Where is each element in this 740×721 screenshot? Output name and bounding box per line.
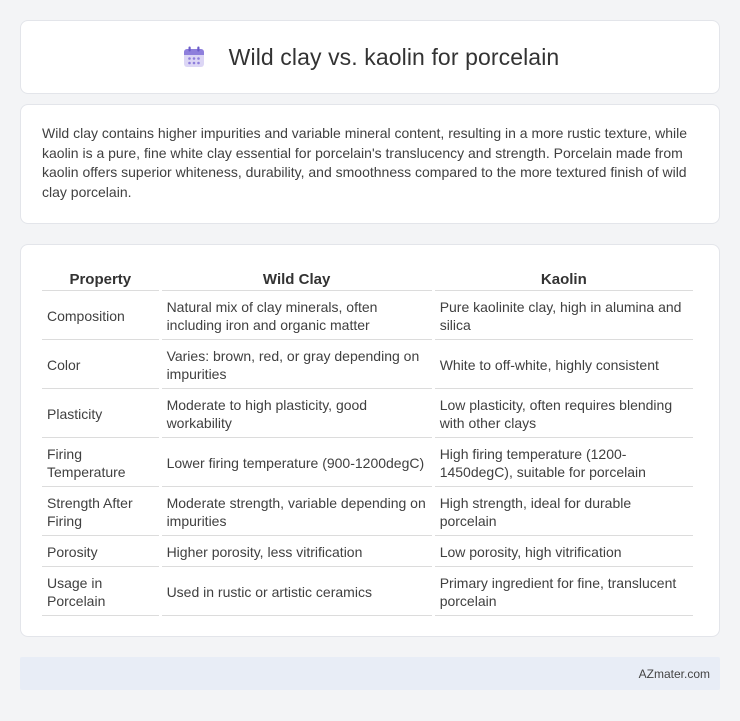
footer-bar bbox=[20, 657, 720, 690]
property-cell: Color bbox=[42, 340, 159, 389]
property-cell: Strength After Firing bbox=[42, 487, 159, 536]
table-row bbox=[42, 438, 693, 487]
property-cell: Plasticity bbox=[42, 389, 159, 438]
wild-clay-cell: Natural mix of clay minerals, often including iron and organic matter bbox=[162, 291, 432, 340]
table-row bbox=[42, 389, 693, 438]
table-row bbox=[42, 340, 693, 389]
property-cell: Usage in Porcelain bbox=[42, 567, 159, 616]
summary-card bbox=[20, 104, 720, 224]
wild-clay-cell: Used in rustic or artistic ceramics bbox=[162, 567, 432, 616]
summary-text: Wild clay contains higher impurities and variable mineral content, resulting in a more rustic texture, while kaolin is a pure, fine white clay essential for porcelain's translucency and strength. Porcelain made from kaolin offers superior whiteness, durability, and smoothness compared to the more textured finish of wild clay porcelain. bbox=[42, 125, 688, 200]
property-cell: Porosity bbox=[42, 536, 159, 567]
kaolin-cell: High strength, ideal for durable porcelain bbox=[435, 487, 693, 536]
kaolin-cell: White to off-white, highly consistent bbox=[435, 340, 693, 389]
table-header-row bbox=[42, 265, 693, 291]
calendar-icon bbox=[181, 44, 207, 70]
wild-clay-cell: Moderate strength, variable depending on impurities bbox=[162, 487, 432, 536]
property-cell: Composition bbox=[42, 291, 159, 340]
wild-clay-cell: Lower firing temperature (900-1200degC) bbox=[162, 438, 432, 487]
table-row bbox=[42, 291, 693, 340]
wild-clay-cell: Higher porosity, less vitrification bbox=[162, 536, 432, 567]
comparison-table-card bbox=[20, 244, 720, 637]
column-header-wild-clay: Wild Clay bbox=[162, 265, 432, 291]
kaolin-cell: Low plasticity, often requires blending with other clays bbox=[435, 389, 693, 438]
property-cell: Firing Temperature bbox=[42, 438, 159, 487]
column-header-kaolin: Kaolin bbox=[435, 265, 693, 291]
kaolin-cell: Pure kaolinite clay, high in alumina and silica bbox=[435, 291, 693, 340]
kaolin-cell: High firing temperature (1200-1450degC), suitable for porcelain bbox=[435, 438, 693, 487]
title-card bbox=[20, 20, 720, 94]
column-header-property: Property bbox=[42, 265, 159, 291]
wild-clay-cell: Moderate to high plasticity, good workability bbox=[162, 389, 432, 438]
wild-clay-cell: Varies: brown, red, or gray depending on impurities bbox=[162, 340, 432, 389]
table-row bbox=[42, 487, 693, 536]
kaolin-cell: Low porosity, high vitrification bbox=[435, 536, 693, 567]
table-row bbox=[42, 536, 693, 567]
comparison-table bbox=[39, 265, 696, 616]
kaolin-cell: Primary ingredient for fine, translucent porcelain bbox=[435, 567, 693, 616]
title-wrap bbox=[181, 44, 560, 71]
footer-source-text: AZmater.com bbox=[638, 666, 710, 681]
page-title: Wild clay vs. kaolin for porcelain bbox=[228, 43, 560, 70]
table-row bbox=[42, 567, 693, 616]
